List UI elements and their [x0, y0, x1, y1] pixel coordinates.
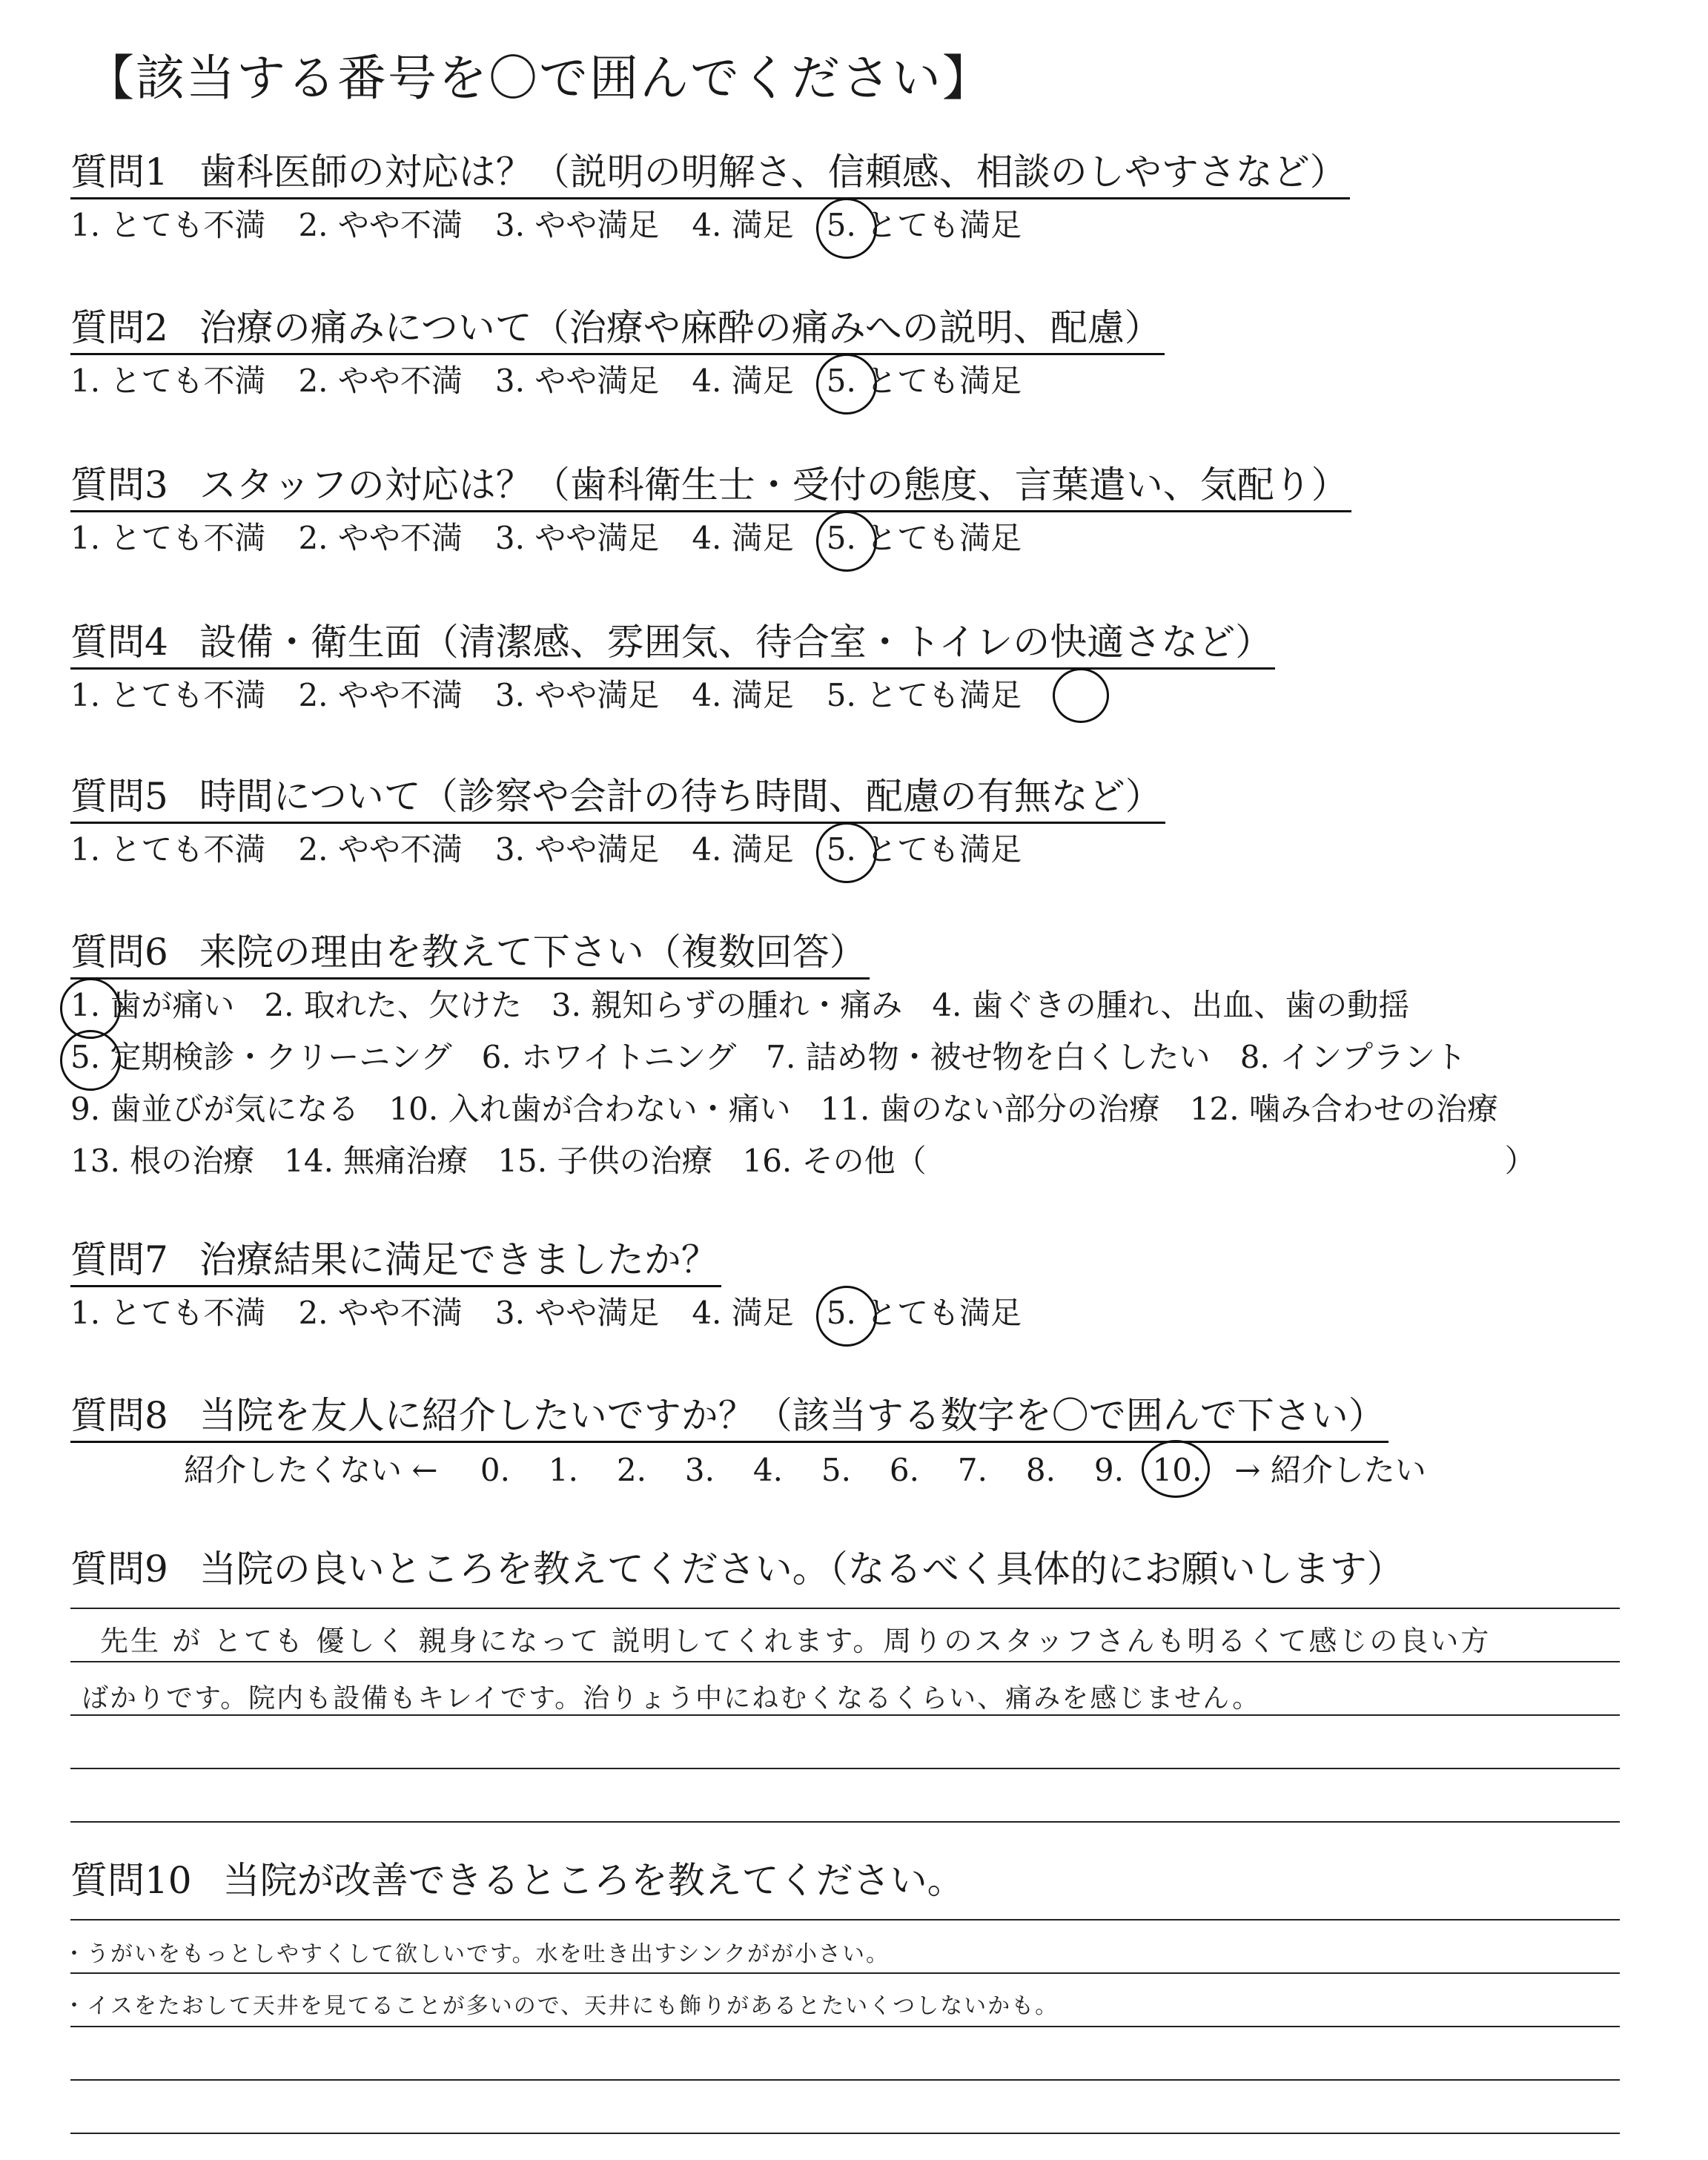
rating-options [70, 202, 1350, 248]
question-5-heading [70, 771, 1165, 824]
option-4[interactable]: 4. 満足 [692, 831, 794, 868]
question-number: 質問10 [70, 1859, 192, 1902]
scale-6[interactable]: 6. [889, 1452, 919, 1488]
option-5-selected[interactable]: 5. とても満足 [826, 831, 1022, 868]
rating-options [70, 1290, 1022, 1336]
option-3[interactable]: 3. やや満足 [494, 207, 660, 243]
question-number: 質問4 [70, 621, 168, 664]
handwritten-answer-q10-line2[interactable]: ・イスをたおして天井を見てることが多いので、天井にも飾りがあるとたいくつしないかも。 [63, 1993, 1059, 2019]
reason-2[interactable]: 2. 取れた、欠けた [264, 987, 522, 1023]
question-9 [70, 1544, 1407, 1594]
question-2 [70, 303, 1165, 404]
scale-8[interactable]: 8. [1025, 1452, 1056, 1488]
question-1 [70, 147, 1350, 248]
question-number: 質問9 [70, 1548, 168, 1591]
option-1[interactable]: 1. とても不満 [70, 831, 266, 868]
option-3[interactable]: 3. やや満足 [494, 677, 660, 713]
question-4-heading [70, 617, 1275, 670]
scale-left-label: 紹介したくない ← [184, 1452, 438, 1488]
question-number: 質問3 [70, 463, 168, 506]
reason-row [70, 1135, 1536, 1187]
scale-7[interactable]: 7. [957, 1452, 987, 1488]
reason-7[interactable]: 7. 詰め物・被せ物を白くしたい [766, 1039, 1211, 1075]
question-text: スタッフの対応は？（歯科衛生士・受付の態度、言葉遣い、気配り） [199, 463, 1348, 506]
option-4[interactable]: 4. 満足 [692, 1295, 794, 1331]
option-2[interactable]: 2. やや不満 [298, 520, 463, 556]
option-4[interactable]: 4. 満足 [692, 207, 794, 243]
scale-1[interactable]: 1. [548, 1452, 578, 1488]
reason-row [70, 980, 1536, 1031]
question-number: 質問6 [70, 931, 168, 974]
question-text: 治療結果に満足できましたか？ [199, 1238, 718, 1281]
reason-5-selected[interactable]: 5. 定期検診・クリーニング [70, 1039, 452, 1075]
option-1[interactable]: 1. とても不満 [70, 520, 266, 556]
option-2[interactable]: 2. やや不満 [298, 831, 463, 868]
other-close-paren: ） [1504, 1143, 1536, 1179]
question-7 [70, 1235, 1022, 1336]
answer-line [70, 1972, 1620, 1974]
option-1[interactable]: 1. とても不満 [70, 1295, 266, 1331]
selection-circle [1053, 668, 1109, 723]
question-6-heading [70, 927, 870, 980]
question-text: 当院の良いところを教えてください。（なるべく具体的にお願いします） [199, 1548, 1404, 1591]
rating-options [70, 358, 1165, 404]
scale-10-selected[interactable]: 10. [1143, 1447, 1211, 1493]
option-5-selected[interactable]: 5. とても満足 [826, 207, 1022, 243]
option-5-selected[interactable]: 5. とても満足 [826, 677, 1022, 713]
answer-line [70, 1608, 1620, 1609]
reason-10[interactable]: 10. 入れ歯が合わない・痛い [388, 1091, 791, 1127]
question-2-heading [70, 303, 1165, 355]
option-2[interactable]: 2. やや不満 [298, 677, 463, 713]
question-number: 質問8 [70, 1394, 168, 1437]
scale-4[interactable]: 4. [752, 1452, 783, 1488]
scale-5[interactable]: 5. [821, 1452, 851, 1488]
option-1[interactable]: 1. とても不満 [70, 207, 266, 243]
option-4[interactable]: 4. 満足 [692, 520, 794, 556]
question-8-heading [70, 1390, 1388, 1443]
scale-2[interactable]: 2. [616, 1452, 646, 1488]
scale-right-label: → 紹介したい [1234, 1452, 1426, 1488]
question-number: 質問1 [70, 151, 168, 194]
question-text: 歯科医師の対応は？（説明の明解さ、信頼感、相談のしやすさなど） [199, 151, 1347, 194]
option-3[interactable]: 3. やや満足 [494, 520, 660, 556]
answer-line [70, 2026, 1620, 2027]
answer-line [70, 1661, 1620, 1662]
option-2[interactable]: 2. やや不満 [298, 363, 463, 399]
reason-12[interactable]: 12. 噛み合わせの治療 [1189, 1091, 1498, 1127]
question-text: 設備・衛生面（清潔感、雰囲気、待合室・トイレの快適さなど） [199, 621, 1273, 664]
question-7-heading [70, 1235, 721, 1287]
scale-9[interactable]: 9. [1093, 1452, 1124, 1488]
question-text: 治療の痛みについて（治療や麻酔の痛みへの説明、配慮） [199, 306, 1162, 349]
question-8 [70, 1390, 1440, 1493]
reason-row [70, 1083, 1536, 1135]
option-4[interactable]: 4. 満足 [692, 363, 794, 399]
question-3-heading [70, 460, 1351, 512]
option-1[interactable]: 1. とても不満 [70, 677, 266, 713]
reason-13[interactable]: 13. 根の治療 [70, 1143, 255, 1179]
option-1[interactable]: 1. とても不満 [70, 363, 266, 399]
question-1-heading [70, 147, 1350, 199]
reason-1-selected[interactable]: 1. 歯が痛い [70, 987, 235, 1023]
question-text: 来院の理由を教えて下さい（複数回答） [199, 931, 867, 974]
option-3[interactable]: 3. やや満足 [494, 831, 660, 868]
option-3[interactable]: 3. やや満足 [494, 1295, 660, 1331]
question-5 [70, 771, 1165, 873]
question-text: 当院を友人に紹介したいですか？（該当する数字を〇で囲んで下さい） [199, 1394, 1386, 1437]
answer-line [70, 1919, 1620, 1920]
answer-line [70, 2133, 1620, 2134]
option-5-selected[interactable]: 5. とても満足 [826, 363, 1022, 399]
scale-0[interactable]: 0. [480, 1452, 510, 1488]
reason-options [70, 980, 1536, 1187]
recommend-scale [171, 1447, 1440, 1493]
question-4 [70, 617, 1275, 719]
handwritten-answer-q9-line1[interactable]: 先生 が とても 優しく 親身になって 説明してくれます。周りのスタッフさんも明るくて感じの良い方 [100, 1625, 1492, 1657]
question-3 [70, 460, 1351, 561]
answer-line [70, 1768, 1620, 1769]
reason-4[interactable]: 4. 歯ぐきの腫れ、出血、歯の動揺 [932, 987, 1410, 1023]
reason-15[interactable]: 15. 子供の治療 [497, 1143, 713, 1179]
reason-6[interactable]: 6. ホワイトニング [481, 1039, 737, 1075]
question-6 [70, 927, 1536, 1187]
question-9-heading [70, 1544, 1407, 1594]
question-10-heading [70, 1855, 967, 1906]
answer-line [70, 2079, 1620, 2081]
reason-8[interactable]: 8. インプラント [1239, 1039, 1467, 1075]
option-2[interactable]: 2. やや不満 [298, 207, 463, 243]
option-4[interactable]: 4. 満足 [692, 677, 794, 713]
handwritten-answer-q9-line2[interactable]: ばかりです。院内も設備もキレイです。治りょう中にねむくなるくらい、痛みを感じません。 [82, 1683, 1261, 1714]
question-number: 質問7 [70, 1238, 168, 1281]
reason-14[interactable]: 14. 無痛治療 [284, 1143, 469, 1179]
reason-3[interactable]: 3. 親知らずの腫れ・痛み [551, 987, 903, 1023]
option-3[interactable]: 3. やや満足 [494, 363, 660, 399]
question-number: 質問2 [70, 306, 168, 349]
option-5-selected[interactable]: 5. とても満足 [826, 520, 1022, 556]
handwritten-answer-q10-line1[interactable]: ・うがいをもっとしやすくして欲しいです。水を吐き出すシンクがが小さい。 [63, 1941, 890, 1967]
reason-11[interactable]: 11. 歯のない部分の治療 [820, 1091, 1160, 1127]
question-10 [70, 1855, 967, 1906]
question-text: 当院が改善できるところを教えてください。 [222, 1859, 964, 1902]
rating-options [70, 827, 1165, 873]
option-5-selected[interactable]: 5. とても満足 [826, 1295, 1022, 1331]
rating-options [70, 673, 1275, 719]
reason-row [70, 1031, 1536, 1083]
question-number: 質問5 [70, 775, 168, 818]
page-title: 【該当する番号を〇で囲んでください】 [85, 50, 993, 107]
rating-options [70, 515, 1351, 561]
question-text: 時間について（診察や会計の待ち時間、配慮の有無など） [199, 775, 1162, 818]
reason-9[interactable]: 9. 歯並びが気になる [70, 1091, 360, 1127]
scale-3[interactable]: 3. [684, 1452, 715, 1488]
answer-line [70, 1821, 1620, 1823]
reason-16-other[interactable]: 16. その他（ [742, 1143, 927, 1179]
option-2[interactable]: 2. やや不満 [298, 1295, 463, 1331]
